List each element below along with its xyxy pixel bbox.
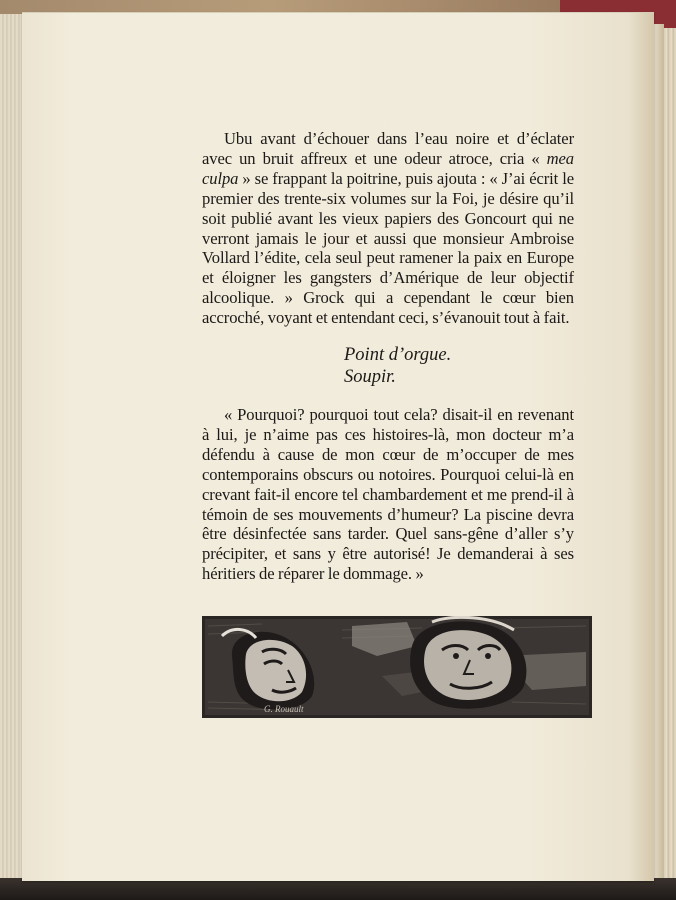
engraving-illustration <box>202 616 592 718</box>
two-heads-engraving <box>202 616 592 718</box>
stage-direction-line-2: Soupir. <box>344 367 396 387</box>
paragraph-ubu-rest: » se frappant la poitrine, puis ajouta : « J’ai écrit le premier des trente-six volumes sur la Foi, je désire qu’il soit publié avant les vieux papiers des Goncourt qui ne verront jamais le jour et aussi que monsieur Ambroise Vollard l’édite, cela seul peut ramener la paix en Europe et éloigner les gangsters d’Amérique de leur objectif alcoolique. » Grock qui a cependant le cœur bien accroché, voyant et entendant ceci, s’évanouit tout à fait. <box>202 168 574 328</box>
mea-culpa-emphasis: mea culpa <box>202 148 574 188</box>
table-edge <box>0 878 676 900</box>
engraving-signature: G. Rouault <box>264 704 304 714</box>
stage-direction-line-1: Point d’orgue. <box>344 345 452 365</box>
book-page <box>22 12 654 881</box>
paragraph-ubu-start: Ubu avant d’échouer dans l’eau noire et d’éclater avec un bruit affreux et une odeur atroce, cria « <box>202 129 574 168</box>
paragraph-pourquoi: « Pourquoi? pourquoi tout cela? disait-il en revenant à lui, je n’aime pas ces histoires-là, mon docteur m’a défendu à cause de mon cœur de m’occuper de mes contemporains obscurs ou notoires. Pourquoi celui-là en crevant fait-il encore tel chambardement et me prend-il à témoin de ses mouvements d’humeur? La piscine devra être désinfectée sans tarder. Quel sans-gêne d’aller s’y précipiter, et sans y être autorisé! Je demanderai à ses héritiers de réparer le dommage. » <box>202 405 574 584</box>
paragraph-ubu <box>202 129 574 328</box>
